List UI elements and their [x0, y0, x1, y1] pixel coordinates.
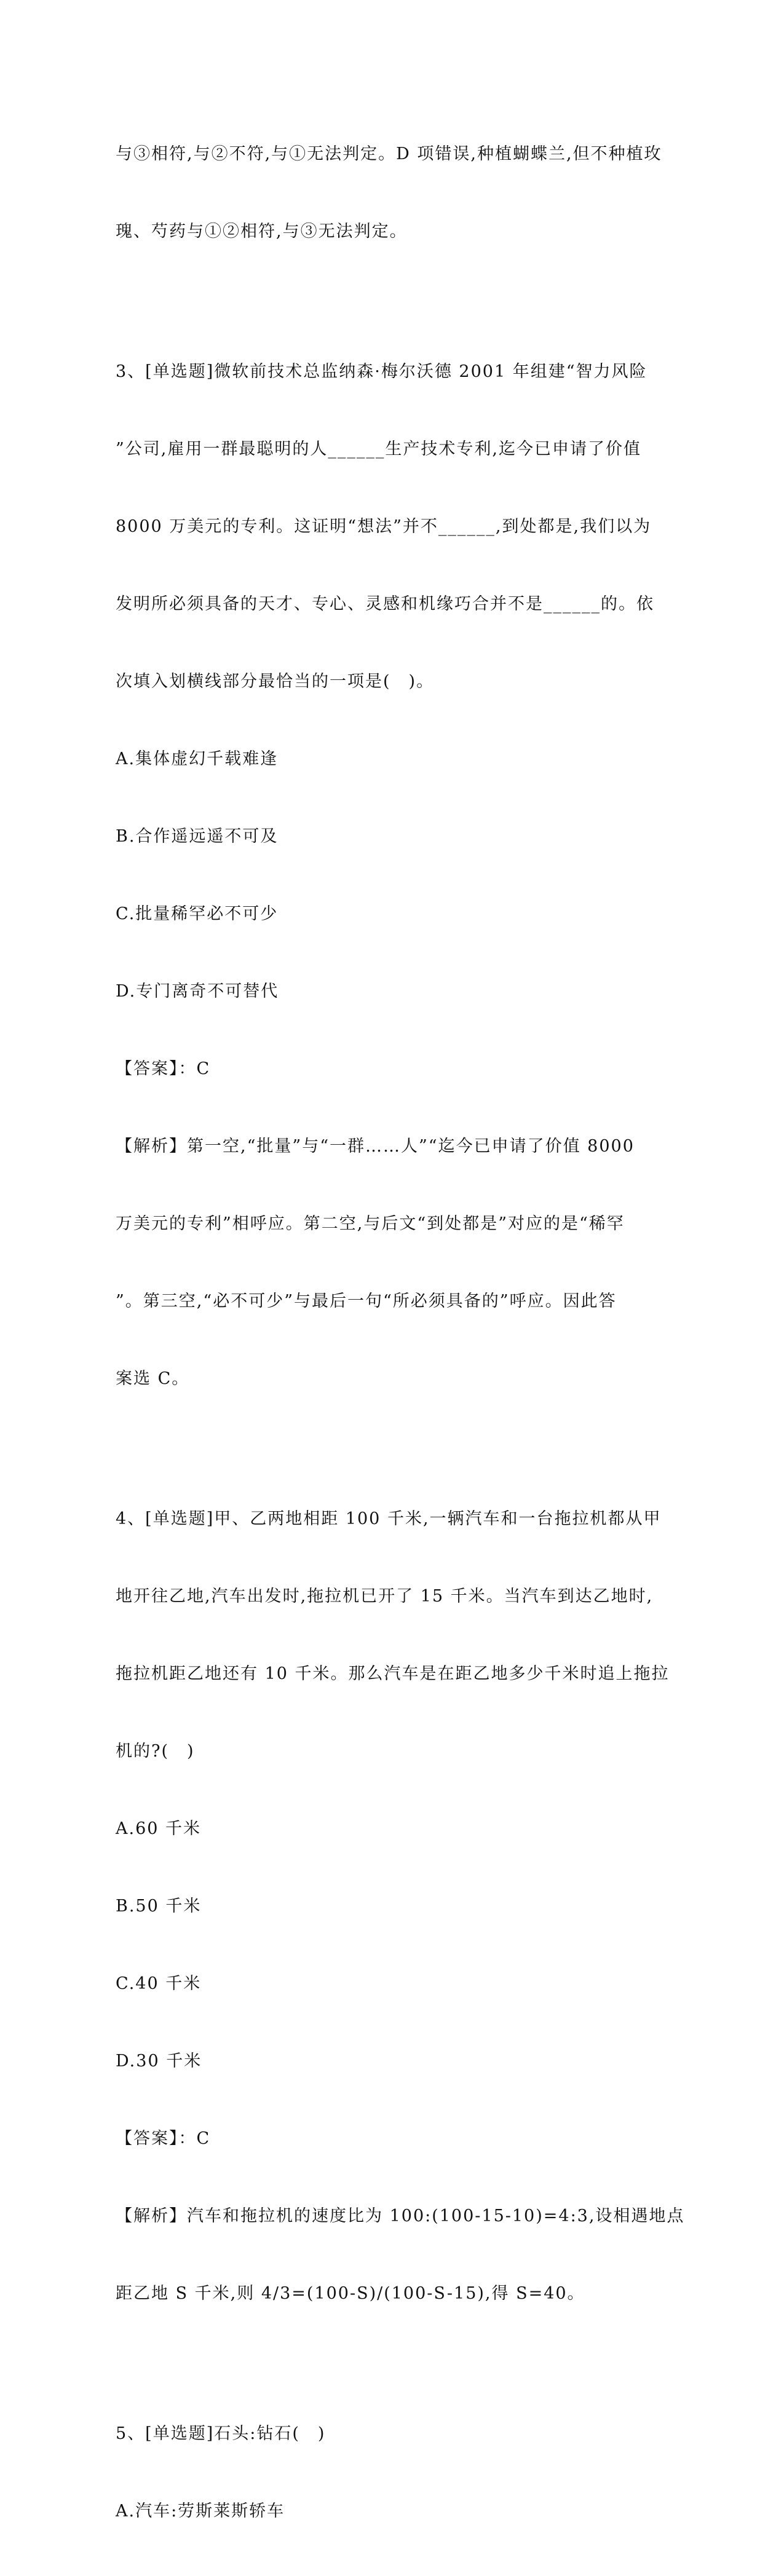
- question-stem-line: 5、[单选题]石头:钻石( ): [116, 2424, 326, 2443]
- question-3: [116, 307, 669, 1444]
- document-page: [116, 90, 685, 2576]
- paragraph-gap: [116, 1444, 669, 1455]
- analysis-line: 万美元的专利”相呼应。第二空,与后文“到处都是”对应的是“稀罕: [116, 1214, 625, 1233]
- question-4: [116, 1455, 685, 2358]
- question-stem-line: 8000 万美元的专利。这证明“想法”并不______,到处都是,我们以为: [116, 517, 652, 536]
- text-line: 瑰、芍药与①②相符,与③无法判定。: [116, 222, 408, 241]
- paragraph-gap: [116, 296, 669, 307]
- option-d: D.30 千米: [116, 2052, 202, 2071]
- answer-line: 【答案】：C: [116, 1059, 211, 1078]
- question-stem-line: 拖拉机距乙地还有 10 千米。那么汽车是在距乙地多少千米时追上拖拉: [116, 1664, 670, 1683]
- intro-paragraph: [116, 90, 669, 296]
- analysis-line: 【解析】第一空,“批量”与“一群……人”“迄今已申请了价值 8000: [116, 1137, 635, 1156]
- option-d: D.专门离奇不可替代: [116, 982, 279, 1001]
- answer-line: 【答案】：C: [116, 2129, 211, 2148]
- question-stem-line: 机的?( ): [116, 1742, 195, 1761]
- question-stem-line: 次填入划横线部分最恰当的一项是( )。: [116, 672, 435, 691]
- analysis-line: 案选 C。: [116, 1369, 190, 1388]
- option-b: B.50 千米: [116, 1897, 202, 1916]
- option-c: C.批量稀罕必不可少: [116, 904, 279, 923]
- option-c: C.40 千米: [116, 1974, 202, 1993]
- question-stem-line: 4、[单选题]甲、乙两地相距 100 千米,一辆汽车和一台拖拉机都从甲: [116, 1509, 662, 1528]
- question-stem-line: 发明所必须具备的天才、专心、灵感和机缘巧合并不是______的。依: [116, 595, 654, 614]
- option-a: A.60 千米: [116, 1819, 202, 1838]
- question-stem-line: 3、[单选题]微软前技术总监纳森·梅尔沃德 2001 年组建“智力风险: [116, 362, 647, 381]
- paragraph-gap: [116, 2358, 669, 2369]
- option-a: A.汽车:劳斯莱斯轿车: [116, 2502, 285, 2521]
- text-line: 与③相符,与②不符,与①无法判定。D 项错误,种植蝴蝶兰,但不种植玫: [116, 144, 662, 164]
- option-b: B.合作遥远遥不可及: [116, 827, 279, 846]
- question-5: [116, 2369, 669, 2576]
- analysis-line: ”。第三空,“必不可少”与最后一句“所必须具备的”呼应。因此答: [116, 1292, 617, 1311]
- analysis-line: 【解析】汽车和拖拉机的速度比为 100:(100-15-10)=4:3,设相遇地点: [116, 2207, 685, 2226]
- question-stem-line: ”公司,雇用一群最聪明的人______生产技术专利,迄今已申请了价值: [116, 440, 641, 459]
- analysis-line: 距乙地 S 千米,则 4/3=(100-S)/(100-S-15),得 S=40。: [116, 2284, 585, 2303]
- option-a: A.集体虚幻千载难逢: [116, 749, 279, 768]
- question-stem-line: 地开往乙地,汽车出发时,拖拉机已开了 15 千米。当汽车到达乙地时,: [116, 1587, 654, 1606]
